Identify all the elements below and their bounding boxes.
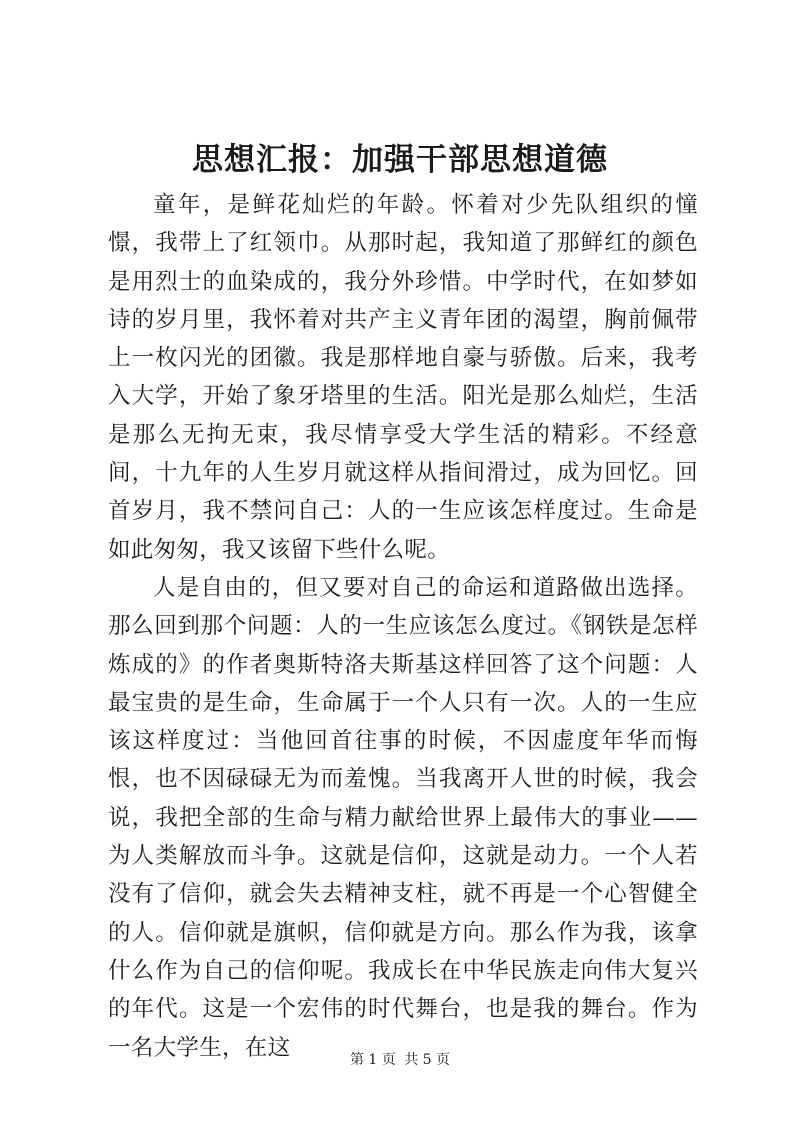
document-title: 思想汇报：加强干部思想道德 — [192, 142, 608, 178]
paragraph: 童年，是鲜花灿烂的年龄。怀着对少先队组织的憧憬，我带上了红领巾。从那时起，我知道了那鲜红的颜色是用烈士的血染成的，我分外珍惜。中学时代，在如梦如诗的岁月里，我怀着对共产主义青年团的渴望，胸前佩带上一枚闪光的团徽。我是那样地自豪与骄傲。后来，我考入大学，开始了象牙塔里的生活。阳光是那么灿烂，生活是那么无拘无束，我尽情享受大学生活的精彩。不经意间，十九年的人生岁月就这样从指间滑过，成为回忆。回首岁月，我不禁问自己：人的一生应该怎样度过。生命是如此匆匆，我又该留下些什么呢。 — [108, 192, 698, 563]
page-number: 第 1 页 — [349, 1052, 396, 1068]
page-total: 共 5 页 — [404, 1052, 451, 1068]
paragraph: 人是自由的，但又要对自己的命运和道路做出选择。那么回到那个问题：人的一生应该怎么度过。《钢铁是怎样炼成的》的作者奥斯特洛夫斯基这样回答了这个问题：人最宝贵的是生命，生命属于一个人只有一次。人的一生应该这样度过：当他回首往事的时候，不因虚度年华而悔恨，也不因碌碌无为而羞愧。当我离开人世的时候，我会说，我把全部的生命与精力献给世界上最伟大的事业——为人类解放而斗争。这就是信仰，这就是动力。一个人若没有了信仰，就会失去精神支柱，就不再是一个心智健全的人。信仰就是旗帜，信仰就是方向。那么作为我，该拿什么作为自己的信仰呢。我成长在中华民族走向伟大复兴的年代。这是一个宏伟的时代舞台，也是我的舞台。作为一名大学生，在这 — [108, 574, 698, 1061]
page-footer — [0, 1050, 800, 1070]
document-body — [108, 186, 698, 1067]
